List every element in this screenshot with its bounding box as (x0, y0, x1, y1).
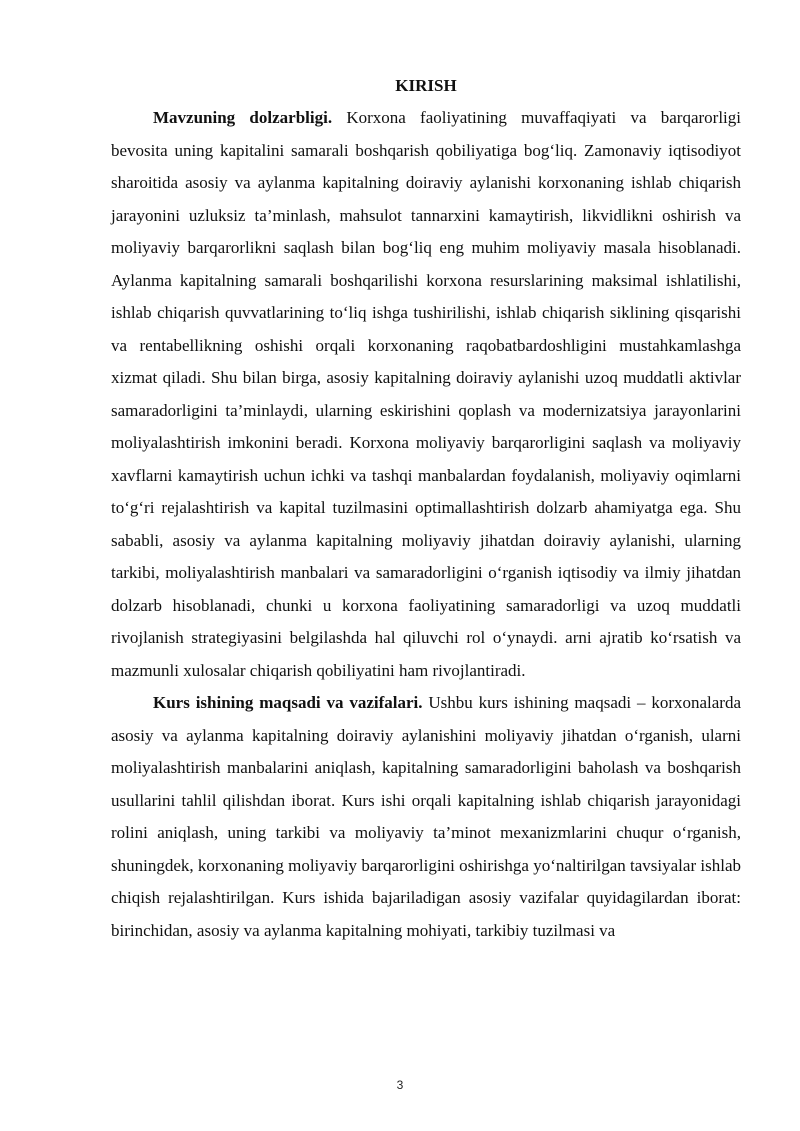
paragraph-lead: Kurs ishining maqsadi va vazifalari. (153, 693, 423, 712)
page-number: 3 (396, 1078, 404, 1092)
document-page (111, 74, 741, 947)
paragraph-goals (111, 687, 741, 947)
section-heading: KIRISH (395, 76, 457, 95)
paragraph-body: Ushbu kurs ishining maqsadi – korxonalarda asosiy va aylanma kapitalning doiraviy aylanishini moliyaviy jihatdan o‘rganish, ularni moliyalashtirish manbalarini aniqlash, kapitalning samaradorligini baholash va boshqarish usullarini tahlil qilishdan iborat. Kurs ishi orqali kapitalning ishlab chiqarish jarayonidagi rolini aniqlash, uning tarkibi va moliyaviy ta’minot mexanizmlarini chuqur o‘rganish, shuningdek, korxonaning moliyaviy barqarorligini oshirishga yo‘naltirilgan tavsiyalar ishlab chiqish rejalashtirilgan. Kurs ishida bajariladigan asosiy vazifalar quyidagilardan iborat: birinchidan, asosiy va aylanma kapitalning mohiyati, tarkibiy tuzilmasi va (111, 693, 741, 940)
paragraph-body: Korxona faoliyatining muvaffaqiyati va barqarorligi bevosita uning kapitalini samarali boshqarish qobiliyatiga bog‘liq. Zamonaviy iqtisodiyot sharoitida asosiy va aylanma kapitalning doiraviy aylanishi korxonaning ishlab chiqarish jarayonini uzluksiz ta’minlash, mahsulot tannarxini kamaytirish, likvidlikni oshirish va moliyaviy barqarorlikni saqlash bilan bog‘liq eng muhim moliyaviy masala hisoblanadi. Aylanma kapitalning samarali boshqarilishi korxona resurslarining maksimal ishlatilishi, ishlab chiqarish quvvatlarining to‘liq ishga tushirilishi, ishlab chiqarish siklining qisqarishi va rentabellikning oshishi orqali korxonaning raqobatbardoshligini mustahkamlashga xizmat qiladi. Shu bilan birga, asosiy kapitalning doiraviy aylanishi uzoq muddatli aktivlar samaradorligini ta’minlaydi, ularning eskirishini qoplash va modernizatsiya jarayonlarini moliyalashtirish imkonini beradi. Korxona moliyaviy barqarorligini saqlash va moliyaviy xavflarni kamaytirish uchun ichki va tashqi manbalardan foydalanish, moliyaviy oqimlarni to‘g‘ri rejalashtirish va kapital tuzilmasini optimallashtirish dolzarb ahamiyatga ega. Shu sababli, asosiy va aylanma kapitalning moliyaviy jihatdan doiraviy aylanishi, ularning tarkibi, moliyalashtirish manbalari va samaradorligini o‘rganish iqtisodiy va ilmiy jihatdan dolzarb hisoblanadi, chunki u korxona faoliyatining samaradorligi va uzoq muddatli rivojlanish strategiyasini belgilashda hal qiluvchi rol o‘ynaydi. arni ajratib ko‘rsatish va mazmunli xulosalar chiqarish qobiliyatini ham rivojlantiradi. (111, 108, 741, 680)
paragraph-lead: Mavzuning dolzarbligi. (153, 108, 333, 127)
paragraph-relevance (111, 102, 741, 687)
